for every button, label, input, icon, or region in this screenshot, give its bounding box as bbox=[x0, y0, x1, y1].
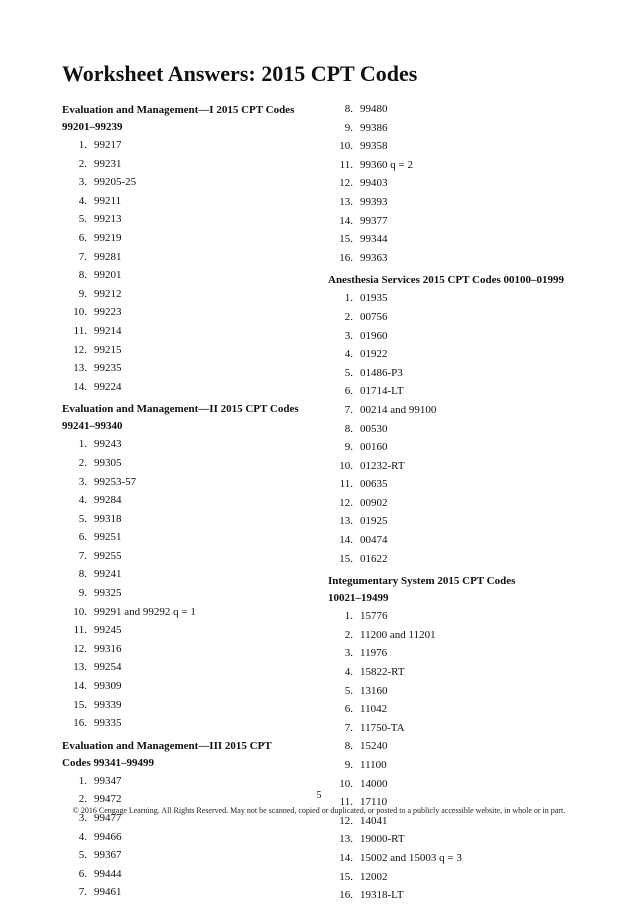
answer-item bbox=[62, 229, 322, 248]
item-number: 13. bbox=[339, 515, 353, 528]
answer-item bbox=[62, 865, 322, 884]
section-heading: 10021–19499 bbox=[328, 592, 389, 605]
answer-item bbox=[328, 663, 588, 682]
item-number: 14. bbox=[339, 534, 353, 547]
answer-item bbox=[62, 359, 322, 378]
answer-item bbox=[328, 382, 588, 401]
item-number: 3. bbox=[344, 647, 353, 660]
item-code: 99215 bbox=[94, 343, 122, 356]
item-code: 11042 bbox=[360, 703, 388, 716]
item-code: 99291 and 99292 q = 1 bbox=[94, 605, 196, 618]
item-number: 3. bbox=[344, 329, 353, 342]
item-number: 2. bbox=[78, 456, 87, 469]
item-number: 4. bbox=[78, 830, 87, 843]
item-code: 99393 bbox=[360, 195, 388, 208]
answer-item bbox=[62, 510, 322, 529]
item-code: 99472 bbox=[94, 793, 122, 806]
answer-section bbox=[328, 272, 588, 568]
section-heading: Codes 99341–99499 bbox=[62, 756, 154, 769]
answer-item bbox=[328, 137, 588, 156]
answer-item bbox=[328, 737, 588, 756]
item-number: 14. bbox=[339, 214, 353, 227]
item-code: 00160 bbox=[360, 441, 388, 454]
item-code: 00756 bbox=[360, 310, 388, 323]
answer-item bbox=[328, 849, 588, 868]
item-code: 99480 bbox=[360, 103, 388, 115]
answer-item bbox=[328, 756, 588, 775]
answer-item bbox=[62, 155, 322, 174]
section-heading: Anesthesia Services 2015 CPT Codes 00100–01999 bbox=[328, 274, 564, 287]
answer-item bbox=[328, 345, 588, 364]
item-code: 01922 bbox=[360, 348, 388, 361]
item-number: 10. bbox=[339, 459, 353, 472]
item-number: 1. bbox=[78, 438, 87, 451]
item-code: 99339 bbox=[94, 698, 122, 711]
item-code: 11200 and 11201 bbox=[360, 628, 436, 641]
item-number: 3. bbox=[78, 475, 87, 488]
answer-item bbox=[62, 454, 322, 473]
item-code: 99201 bbox=[94, 269, 122, 282]
item-number: 4. bbox=[344, 348, 353, 361]
item-number: 9. bbox=[344, 441, 353, 454]
item-code: 99213 bbox=[94, 213, 122, 226]
item-code: 11750-TA bbox=[360, 721, 405, 734]
item-code: 99305 bbox=[94, 456, 122, 469]
item-number: 10. bbox=[339, 140, 353, 153]
answer-item bbox=[62, 772, 322, 791]
item-code: 99403 bbox=[360, 177, 388, 190]
item-number: 2. bbox=[78, 793, 87, 806]
item-number: 1. bbox=[78, 774, 87, 787]
item-number: 12. bbox=[339, 496, 353, 509]
item-number: 6. bbox=[344, 703, 353, 716]
answer-item bbox=[62, 210, 322, 229]
item-number: 12. bbox=[339, 814, 353, 827]
answer-section bbox=[62, 102, 322, 396]
item-number: 11. bbox=[73, 624, 87, 637]
item-code: 99224 bbox=[94, 380, 122, 393]
item-number: 2. bbox=[78, 157, 87, 170]
item-code: 99253-57 bbox=[94, 475, 137, 488]
item-number: 15. bbox=[339, 552, 353, 565]
answer-item bbox=[328, 868, 588, 887]
copyright-footer: © 2016 Cengage Learning. All Rights Reserved. May not be scanned, copied or duplicated, or posted to a publicly accessible website, in whole or in part. bbox=[72, 806, 566, 815]
answer-item bbox=[328, 249, 588, 268]
answer-item bbox=[62, 322, 322, 341]
answer-item bbox=[62, 565, 322, 584]
item-number: 6. bbox=[344, 385, 353, 398]
item-number: 4. bbox=[78, 494, 87, 507]
item-code: 01232-RT bbox=[360, 459, 405, 472]
answer-item bbox=[62, 640, 322, 659]
item-code: 15240 bbox=[360, 740, 388, 753]
item-number: 9. bbox=[344, 759, 353, 771]
page-number: 5 bbox=[316, 790, 322, 801]
item-code: 99318 bbox=[94, 512, 122, 525]
item-number: 7. bbox=[78, 886, 87, 899]
item-number: 6. bbox=[78, 867, 87, 880]
answer-item bbox=[62, 378, 322, 397]
answer-section bbox=[62, 401, 322, 733]
item-code: 19000-RT bbox=[360, 833, 405, 846]
item-number: 13. bbox=[339, 833, 353, 846]
item-number: 12. bbox=[339, 177, 353, 190]
item-number: 7. bbox=[344, 721, 353, 734]
answer-item bbox=[62, 435, 322, 454]
answer-item bbox=[328, 700, 588, 719]
item-number: 4. bbox=[344, 666, 353, 679]
answer-item bbox=[328, 644, 588, 663]
item-number: 8. bbox=[78, 568, 87, 581]
item-code: 99231 bbox=[94, 157, 122, 170]
item-number: 6. bbox=[78, 231, 87, 244]
answer-item bbox=[62, 828, 322, 847]
item-number: 5. bbox=[78, 213, 87, 226]
answer-item bbox=[328, 212, 588, 231]
item-code: 01925 bbox=[360, 515, 388, 528]
answer-item bbox=[62, 248, 322, 267]
item-number: 6. bbox=[78, 531, 87, 544]
item-number: 12. bbox=[73, 343, 87, 356]
item-code: 11976 bbox=[360, 647, 388, 660]
answer-item bbox=[62, 192, 322, 211]
item-code: 17110 bbox=[360, 796, 388, 809]
item-code: 99217 bbox=[94, 139, 122, 151]
answer-item bbox=[328, 886, 588, 905]
item-number: 1. bbox=[344, 292, 353, 305]
item-number: 2. bbox=[344, 628, 353, 641]
answer-item bbox=[328, 289, 588, 308]
answer-item bbox=[328, 682, 588, 701]
item-number: 13. bbox=[339, 195, 353, 208]
item-code: 01714-LT bbox=[360, 385, 404, 398]
item-code: 99325 bbox=[94, 587, 122, 600]
answer-item bbox=[62, 658, 322, 677]
answer-item bbox=[62, 714, 322, 733]
item-code: 99255 bbox=[94, 549, 122, 562]
item-code: 00635 bbox=[360, 478, 388, 491]
answer-item bbox=[328, 719, 588, 738]
answer-item bbox=[328, 512, 588, 531]
item-code: 01486-P3 bbox=[360, 366, 403, 379]
item-code: 99243 bbox=[94, 438, 122, 451]
item-code: 99284 bbox=[94, 494, 122, 507]
answer-item bbox=[62, 547, 322, 566]
item-number: 8. bbox=[344, 103, 353, 115]
answer-section bbox=[328, 573, 588, 905]
item-number: 10. bbox=[73, 605, 87, 618]
item-code: 99211 bbox=[94, 194, 122, 207]
item-code: 99477 bbox=[94, 812, 122, 824]
answer-item bbox=[62, 285, 322, 304]
answer-section bbox=[328, 100, 588, 267]
item-code: 99309 bbox=[94, 680, 122, 693]
item-code: 99461 bbox=[94, 886, 122, 899]
item-code: 99241 bbox=[94, 568, 122, 581]
item-number: 16. bbox=[73, 717, 87, 730]
answer-item bbox=[62, 173, 322, 192]
answer-item bbox=[62, 696, 322, 715]
answer-item bbox=[62, 473, 322, 492]
answer-item bbox=[62, 677, 322, 696]
answer-item bbox=[328, 438, 588, 457]
item-code: 15002 and 15003 q = 3 bbox=[360, 851, 462, 864]
item-number: 11. bbox=[339, 478, 353, 491]
item-number: 15. bbox=[339, 870, 353, 883]
item-code: 99444 bbox=[94, 867, 122, 880]
section-heading: Integumentary System 2015 CPT Codes bbox=[328, 575, 516, 588]
answer-item bbox=[328, 531, 588, 550]
answer-item bbox=[328, 308, 588, 327]
answer-item bbox=[328, 174, 588, 193]
item-number: 5. bbox=[344, 366, 353, 379]
item-number: 11. bbox=[339, 796, 353, 809]
item-code: 99363 bbox=[360, 251, 388, 264]
section-heading: Evaluation and Management—III 2015 CPT bbox=[62, 739, 272, 752]
answer-item bbox=[62, 528, 322, 547]
item-number: 11. bbox=[339, 158, 353, 171]
answer-item bbox=[328, 193, 588, 212]
item-code: 99360 q = 2 bbox=[360, 158, 413, 171]
item-number: 3. bbox=[78, 176, 87, 189]
answer-item bbox=[328, 494, 588, 513]
item-number: 8. bbox=[344, 740, 353, 753]
answer-item bbox=[62, 136, 322, 155]
item-code: 99205-25 bbox=[94, 176, 137, 189]
section-heading: Evaluation and Management—II 2015 CPT Codes bbox=[62, 403, 299, 416]
item-code: 14000 bbox=[360, 777, 388, 790]
right-column bbox=[328, 100, 588, 910]
item-code: 99335 bbox=[94, 717, 122, 730]
item-number: 10. bbox=[339, 777, 353, 790]
item-number: 8. bbox=[344, 422, 353, 435]
item-number: 13. bbox=[73, 362, 87, 375]
item-number: 1. bbox=[78, 139, 87, 151]
answer-item bbox=[328, 230, 588, 249]
page-title: Worksheet Answers: 2015 CPT Codes bbox=[62, 61, 418, 86]
item-number: 5. bbox=[78, 512, 87, 525]
answer-item bbox=[62, 341, 322, 360]
item-number: 7. bbox=[78, 549, 87, 562]
item-number: 7. bbox=[78, 250, 87, 263]
item-number: 7. bbox=[344, 403, 353, 416]
item-number: 14. bbox=[73, 380, 87, 393]
item-code: 15822-RT bbox=[360, 666, 405, 679]
item-code: 99377 bbox=[360, 214, 388, 227]
item-number: 1. bbox=[344, 610, 353, 623]
item-code: 19318-LT bbox=[360, 889, 404, 902]
answer-item bbox=[62, 883, 322, 902]
item-code: 99212 bbox=[94, 287, 122, 300]
section-heading: 99201–99239 bbox=[62, 121, 123, 133]
item-number: 9. bbox=[344, 121, 353, 134]
item-number: 16. bbox=[339, 889, 353, 902]
item-number: 15. bbox=[339, 233, 353, 246]
item-number: 4. bbox=[78, 194, 87, 207]
answer-item bbox=[328, 364, 588, 383]
item-code: 01960 bbox=[360, 329, 388, 342]
item-code: 00474 bbox=[360, 534, 388, 547]
item-number: 14. bbox=[339, 851, 353, 864]
item-code: 99386 bbox=[360, 121, 388, 134]
answer-item bbox=[328, 830, 588, 849]
item-code: 99254 bbox=[94, 661, 122, 674]
item-code: 01622 bbox=[360, 552, 388, 565]
answer-item bbox=[328, 457, 588, 476]
item-code: 99223 bbox=[94, 306, 122, 319]
item-number: 5. bbox=[78, 849, 87, 862]
answer-item bbox=[62, 621, 322, 640]
item-code: 13160 bbox=[360, 684, 388, 697]
answer-item bbox=[328, 156, 588, 175]
item-code: 99344 bbox=[360, 233, 388, 246]
answer-item bbox=[328, 626, 588, 645]
item-code: 99235 bbox=[94, 362, 122, 375]
answer-item bbox=[328, 475, 588, 494]
answer-item bbox=[328, 327, 588, 346]
item-code: 99466 bbox=[94, 830, 122, 843]
answer-item bbox=[328, 401, 588, 420]
item-number: 9. bbox=[78, 587, 87, 600]
item-code: 99347 bbox=[94, 774, 122, 787]
item-code: 99214 bbox=[94, 324, 122, 337]
item-number: 2. bbox=[344, 310, 353, 323]
answer-item bbox=[328, 100, 588, 119]
item-code: 99245 bbox=[94, 624, 122, 637]
answer-item bbox=[62, 303, 322, 322]
item-code: 15776 bbox=[360, 610, 388, 623]
item-number: 9. bbox=[78, 287, 87, 300]
item-number: 3. bbox=[78, 812, 87, 824]
item-number: 10. bbox=[73, 306, 87, 319]
item-code: 00214 and 99100 bbox=[360, 403, 437, 416]
item-code: 00902 bbox=[360, 496, 388, 509]
item-number: 16. bbox=[339, 251, 353, 264]
answer-item bbox=[62, 266, 322, 285]
answer-item bbox=[328, 607, 588, 626]
item-number: 11. bbox=[73, 324, 87, 337]
item-number: 13. bbox=[73, 661, 87, 674]
item-code: 11100 bbox=[360, 759, 387, 771]
item-code: 99251 bbox=[94, 531, 122, 544]
section-heading: Evaluation and Management—I 2015 CPT Codes bbox=[62, 104, 295, 116]
answer-item bbox=[62, 846, 322, 865]
item-code: 01935 bbox=[360, 292, 388, 305]
item-code: 12002 bbox=[360, 870, 388, 883]
answer-item bbox=[62, 584, 322, 603]
item-number: 15. bbox=[73, 698, 87, 711]
item-number: 8. bbox=[78, 269, 87, 282]
item-code: 99219 bbox=[94, 231, 122, 244]
answer-section bbox=[62, 738, 322, 902]
item-code: 14041 bbox=[360, 814, 388, 827]
item-number: 14. bbox=[73, 680, 87, 693]
answer-item bbox=[328, 119, 588, 138]
section-heading: 99241–99340 bbox=[62, 420, 123, 433]
left-column bbox=[62, 102, 322, 907]
item-code: 99367 bbox=[94, 849, 122, 862]
answer-item bbox=[62, 603, 322, 622]
item-code: 99358 bbox=[360, 140, 388, 153]
item-code: 00530 bbox=[360, 422, 388, 435]
item-number: 12. bbox=[73, 642, 87, 655]
answer-item bbox=[62, 491, 322, 510]
item-number: 5. bbox=[344, 684, 353, 697]
item-code: 99316 bbox=[94, 642, 122, 655]
item-code: 99281 bbox=[94, 250, 122, 263]
answer-item bbox=[328, 550, 588, 569]
answer-item bbox=[328, 420, 588, 439]
